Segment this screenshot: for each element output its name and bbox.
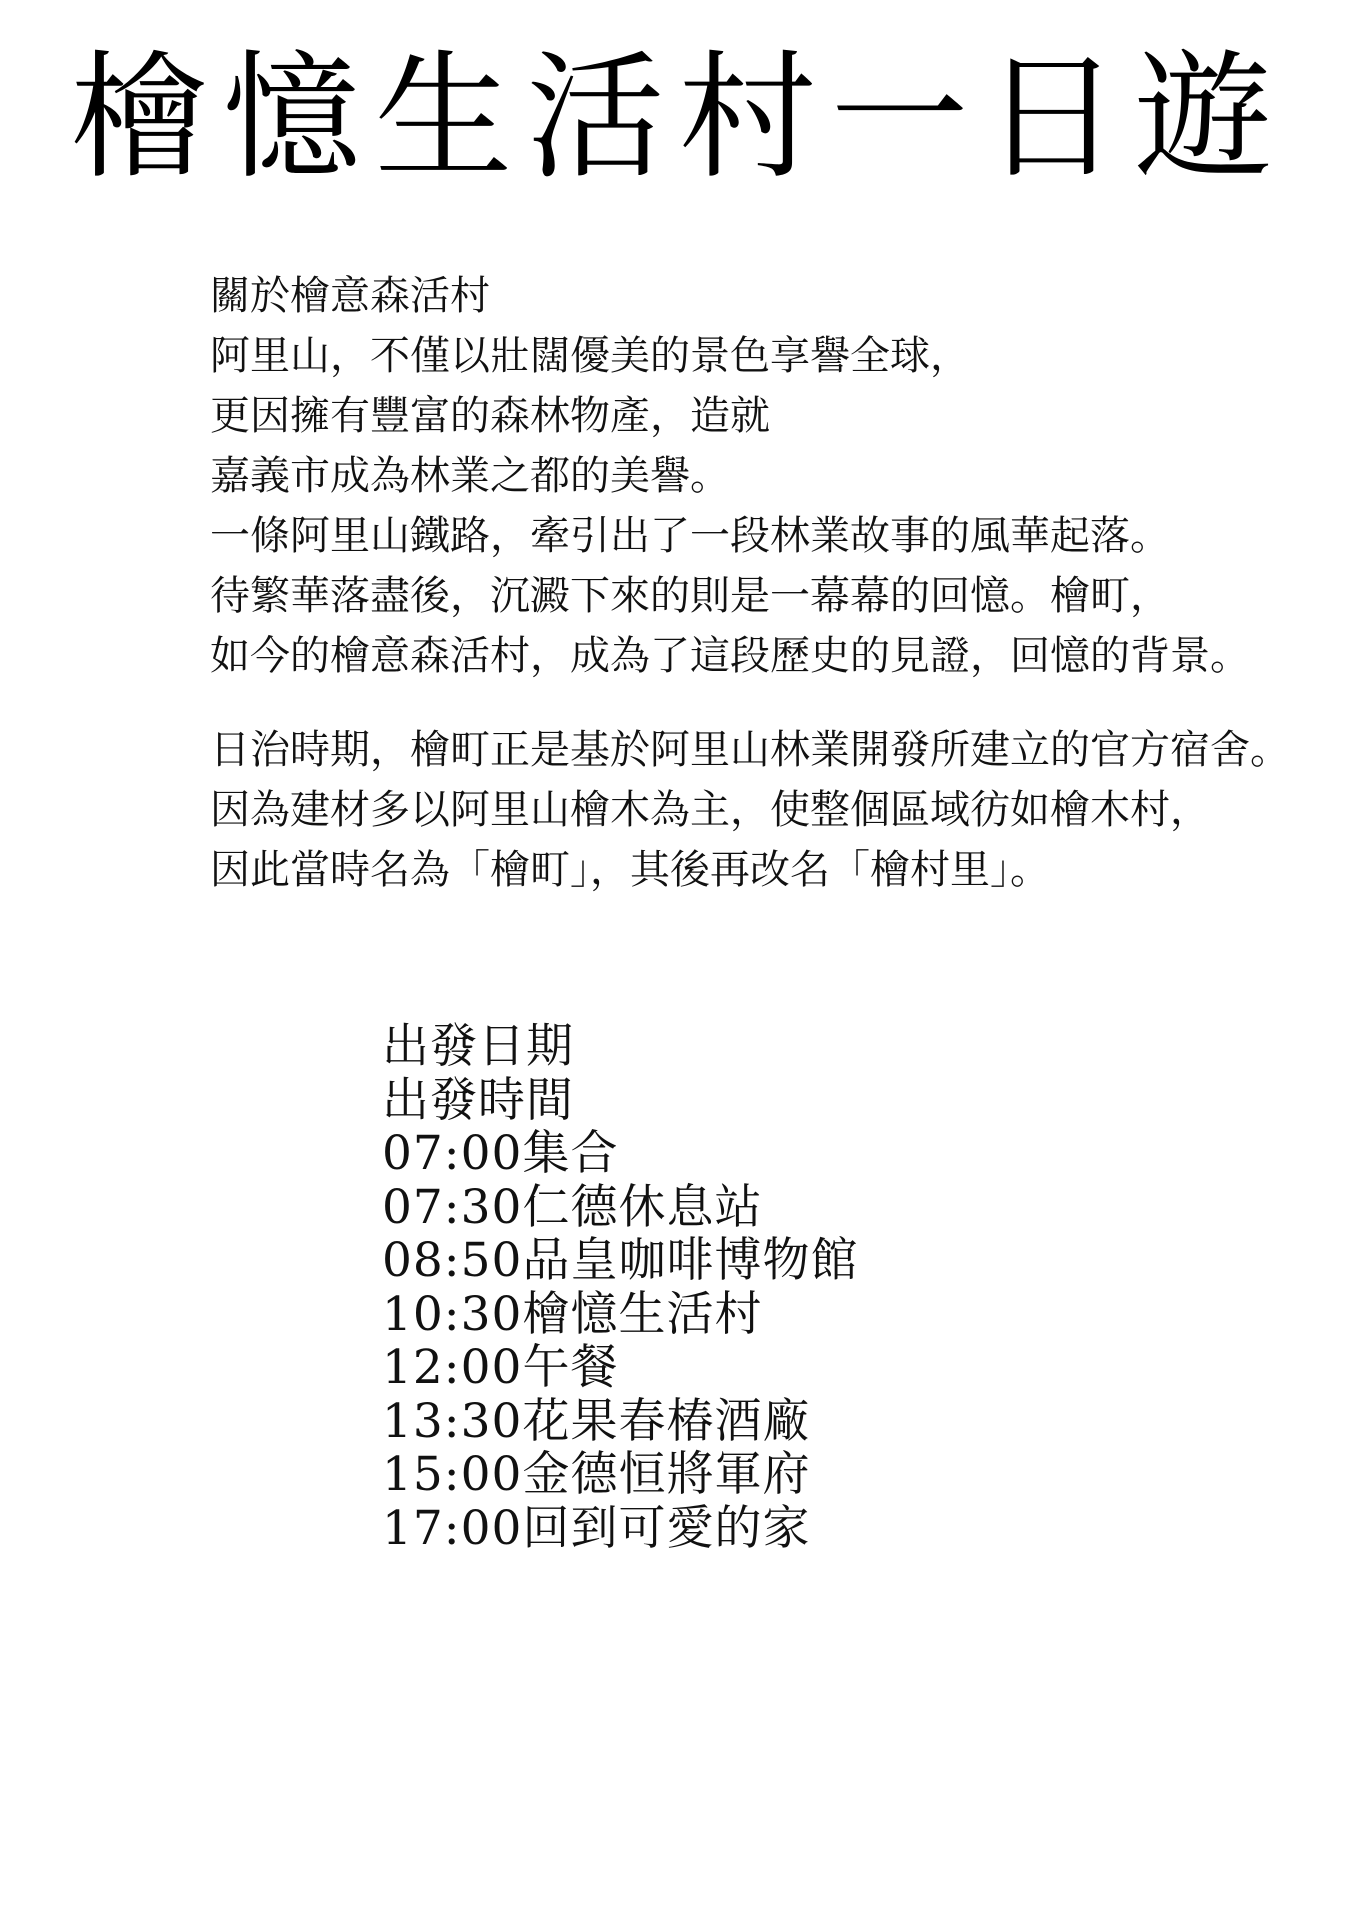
schedule-item: 12:00午餐: [382, 1340, 619, 1395]
departure-time-label: 出發時間: [382, 1072, 574, 1128]
history-line: 因此當時名為「檜町」，其後再改名「檜村里」。: [210, 847, 1050, 893]
intro-heading: 關於檜意森活村: [210, 273, 490, 319]
intro-paragraph: [210, 266, 1270, 686]
schedule-item: 17:00回到可愛的家: [382, 1500, 811, 1556]
schedule-item: 10:30檜憶生活村: [382, 1286, 763, 1342]
history-paragraph: [210, 720, 1290, 900]
intro-line: 阿里山，不僅以壯闊優美的景色享譽全球，: [210, 333, 970, 379]
departure-date-label: 出發日期: [382, 1019, 574, 1074]
intro-line: 一條阿里山鐵路，牽引出了一段林業故事的風華起落。: [210, 513, 1170, 559]
intro-line: 嘉義市成為林業之都的美譽。: [210, 453, 730, 499]
intro-section: [210, 266, 1290, 900]
schedule-item: 07:00集合: [382, 1126, 619, 1181]
schedule-item: 15:00金德恒將軍府: [382, 1447, 811, 1502]
schedule-section: [382, 1020, 1282, 1555]
schedule-item: 08:50品皇咖啡博物館: [382, 1233, 859, 1288]
intro-line: 更因擁有豐富的森林物產，造就: [210, 393, 770, 439]
history-line: 因為建材多以阿里山檜木為主，使整個區域彷如檜木村，: [210, 787, 1210, 833]
schedule-item: 07:30仁德休息站: [382, 1179, 763, 1235]
schedule-item: 13:30花果春椿酒廠: [382, 1393, 811, 1449]
page-title: 檜憶生活村一日遊: [70, 37, 1287, 198]
intro-line: 如今的檜意森活村，成為了這段歷史的見證，回憶的背景。: [210, 633, 1250, 679]
intro-line: 待繁華落盡後，沉澱下來的則是一幕幕的回憶。檜町，: [210, 573, 1170, 619]
history-line: 日治時期，檜町正是基於阿里山林業開發所建立的官方宿舍。: [210, 727, 1290, 773]
